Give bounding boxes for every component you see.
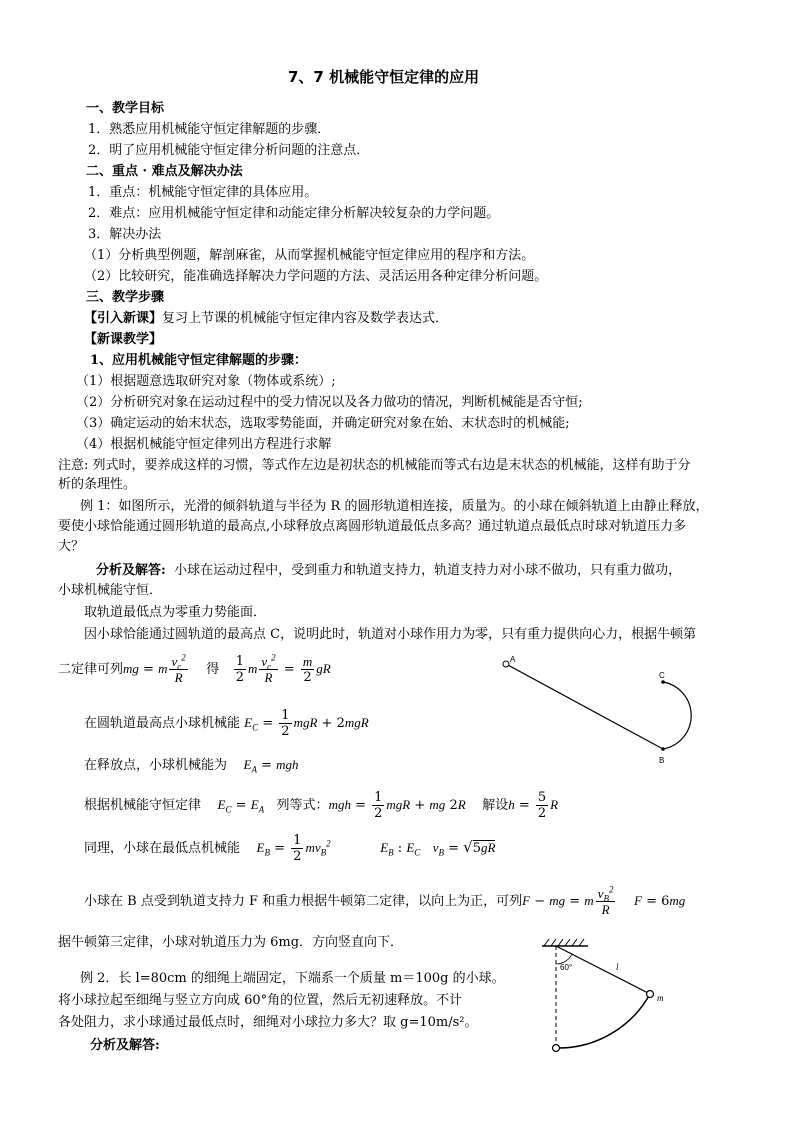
keypoint-item: （1）分析典型例题，解剖麻雀，从而掌握机械能守恒定律应用的程序和方法。: [84, 248, 535, 263]
circular-track: [663, 682, 691, 749]
keypoint-item: （2）比较研究，能准确选择解决力学问题的方法、灵活运用各种定律分析问题。: [84, 269, 548, 284]
ball-icon: [647, 991, 654, 998]
new-lesson-tag: 【新课教学】: [84, 332, 163, 347]
section-heading-goals: 一、教学目标: [86, 101, 165, 116]
mass-label: m: [657, 993, 664, 1003]
ec-equation-line: 在圆轨道最高点小球机械能 $E_C$ = $\frac{1}{2}$ mgR + 2mgR: [84, 708, 369, 739]
note-line: 析的条理性。: [58, 477, 137, 492]
conservation-mid: 列等式：: [276, 798, 329, 813]
section-heading-steps: 三、教学步骤: [86, 290, 165, 305]
b-point-equation-line: 小球在 B 点受到轨道支持力 F 和重力根据牛顿第二定律，以向上为正，可列F − mg = m $\frac{v_B^2}{R}$ F = 6mg: [84, 884, 686, 917]
analysis-label: 分析及解答:: [96, 563, 166, 578]
example2-analysis-label: 分析及解答:: [90, 1038, 160, 1053]
keypoint-item: 1．重点：机械能守恒定律的具体应用。: [88, 185, 318, 200]
ball-bottom-icon: [553, 1045, 560, 1052]
example1-text: 大？: [58, 539, 85, 554]
swing-arc: [556, 994, 650, 1048]
ec-prefix: 在圆轨道最高点小球机械能: [84, 716, 241, 731]
conservation-equation-line: 根据机械能守恒定律 $E_C = E_A$ 列等式：mgh = $\frac{1}{2}$ mgR + mg 2R 解设h = $\frac{5}{2}$ R: [84, 790, 559, 821]
zero-level-text: 取轨道最低点为零重力势能面．: [84, 605, 267, 620]
eb-equation-line: 同理，小球在最低点机械能 $E_B$ = $\frac{1}{2}$ $mv_B^2$ $E_B$ : $E_C$ $v_B = √5gR$: [84, 833, 496, 864]
newton-equation-line: 二定律可列mg = m $\frac{v_c^2}{R}$ 得 $\frac{1}{2}$ m $\frac{v_c^2}{R}$ = $\frac{m}{2}$ gR: [58, 652, 331, 685]
step-item: （4）根据机械能守恒定律列出方程进行求解: [76, 437, 332, 452]
pendulum-diagram: [536, 936, 676, 1058]
keypoint-item: 3．解决办法: [88, 227, 162, 242]
label-c: C: [659, 671, 665, 680]
top-point-text: 因小球恰能通过圆轨道的最高点 C，说明此时，轨道对小球作用力为零，只有重力提供向心力，根据牛顿第: [84, 627, 697, 642]
ea-equation-line: 在释放点，小球机械能为 $E_A$ = mgh: [84, 757, 299, 775]
section-heading-keypoints: 二、重点 · 难点及解决办法: [86, 164, 243, 179]
same-prefix: 同理，小球在最低点机械能: [84, 841, 241, 856]
steps-heading: 1、应用机械能守恒定律解题的步骤：: [90, 353, 308, 368]
goal-item: 1．熟悉应用机械能守恒定律解题的步骤．: [88, 122, 331, 137]
point-c-marker: [661, 680, 665, 684]
goal-item: 2．明了应用机械能守恒定律分析问题的注意点．: [88, 143, 370, 158]
example1-text: 要使小球恰能通过圆形轨道的最高点,小球释放点离圆形轨道最低点多高？通过轨道点最低点时球对轨道压力多: [58, 519, 687, 534]
label-a: A: [510, 655, 516, 664]
newton-prefix: 二定律可列: [58, 662, 124, 677]
intro-tag: 【引入新课】: [84, 311, 163, 326]
ceiling-hatch: [544, 939, 584, 946]
track-diagram: [500, 652, 720, 772]
incline-track: [506, 664, 663, 749]
step-item: （3）确定运动的始末状态，选取零势能面，并确定研究对象在始、末状态时的机械能;: [76, 416, 570, 431]
intro-text: 复习上节课的机械能守恒定律内容及数学表达式．: [162, 311, 449, 326]
angle-label: 60°: [560, 963, 573, 972]
example2-text: 各处阻力，求小球通过最低点时，细绳对小球拉力多大？取 g=10m/s²。: [58, 1015, 478, 1030]
third-law-text: 据牛顿第三定律，小球对轨道压力为 6mg．方向竖直向下．: [58, 935, 404, 950]
example2-text: 例 2．长 l=80cm 的细绳上端固定，下端系一个质量 m＝100g 的小球。: [80, 971, 505, 986]
step-item: （2）分析研究对象在运动过程中的受力情况以及各力做功的情况，判断机械能是否守恒;: [76, 395, 583, 410]
point-b-marker: [661, 747, 665, 751]
b-line-prefix: 小球在 B 点受到轨道支持力 F 和重力根据牛顿第二定律，以向上为正，可列: [84, 894, 523, 909]
example1-analysis: [96, 562, 681, 580]
ea-prefix: 在释放点，小球机械能为: [84, 758, 228, 773]
step-item: （1）根据题意选取研究对象（物体或系统）;: [76, 374, 336, 389]
conservation-solve: 解设: [482, 798, 509, 813]
keypoint-item: 2．难点：应用机械能守恒定律和动能定律分析解决较复杂的力学问题。: [88, 206, 500, 221]
analysis-text: 小球在运动过程中，受到重力和轨道支持力，轨道支持力对小球不做功，只有重力做功，: [174, 563, 682, 578]
de-word: 得: [206, 662, 220, 677]
analysis-text: 小球机械能守恒．: [58, 583, 163, 598]
intro-line: [84, 310, 448, 328]
example1-text: 例 1：如图所示，光滑的倾斜轨道与半径为 R 的圆形轨道相连接，质量为。的小球在倾斜轨道上由静止释放，: [80, 499, 709, 514]
ball-icon: [503, 661, 509, 667]
length-label: l: [616, 962, 619, 972]
page-title: 7、7 机械能守恒定律的应用: [288, 68, 480, 86]
label-b: B: [659, 756, 665, 765]
note-line: 注意: 列式时，要养成这样的习惯，等式作左边是初状态的机械能而等式右边是末状态的机械能，这样有助于分: [58, 458, 691, 473]
example2-text: 将小球拉起至细绳与竖立方向成 60°角的位置，然后无初速释放。不计: [58, 993, 463, 1008]
conservation-prefix: 根据机械能守恒定律: [84, 798, 202, 813]
